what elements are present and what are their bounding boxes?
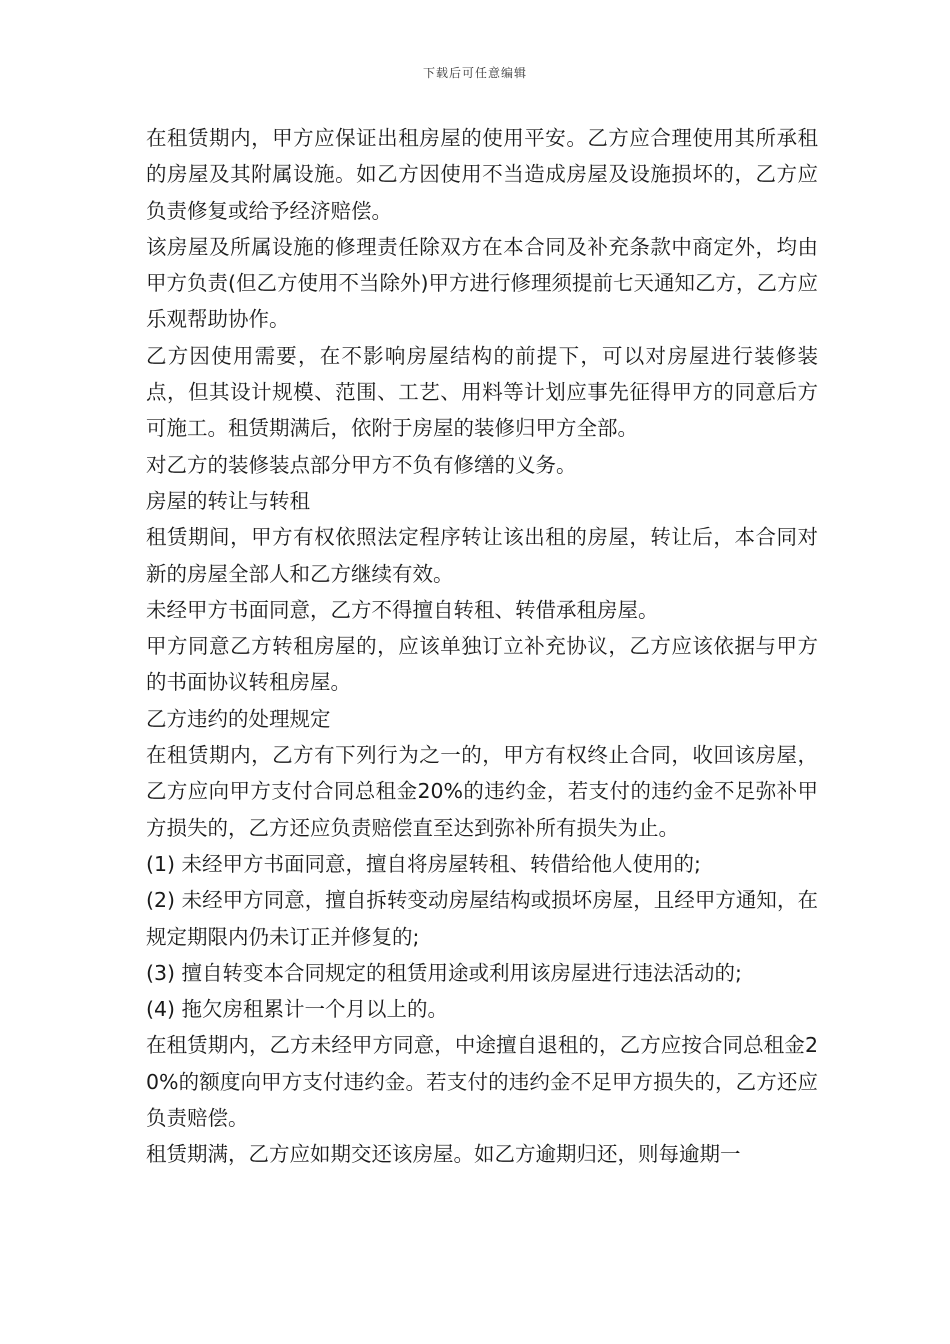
paragraph-6: 租赁期间，甲方有权依照法定程序转让该出租的房屋，转让后，本合同对新的房屋全部人和乙方继续有效。 xyxy=(146,525,818,586)
paragraph-7: 未经甲方书面同意，乙方不得擅自转租、转借承租房屋。 xyxy=(146,597,659,622)
list-item-3: (3) 擅自转变本合同规定的租赁用途或利用该房屋进行违法活动的; xyxy=(146,960,742,985)
list-item-4: (4) 拖欠房租累计一个月以上的。 xyxy=(146,997,449,1022)
paragraph-1: 在租赁期内，甲方应保证出租房屋的使用平安。乙方应合理使用其所承租的房屋及其附属设施。如乙方因使用不当造成房屋及设施损坏的，乙方应负责修复或给予经济赔偿。 xyxy=(146,126,818,223)
paragraph-8: 甲方同意乙方转租房屋的，应该单独订立补充协议，乙方应该依据与甲方的书面协议转租房屋。 xyxy=(146,634,818,695)
paragraph-3: 乙方因使用需要，在不影响房屋结构的前提下，可以对房屋进行装修装点，但其设计规模、范围、工艺、用料等计划应事先征得甲方的同意后方可施工。租赁期满后，依附于房屋的装修归甲方全部。 xyxy=(146,343,818,441)
paragraph-15: 在租赁期内，乙方未经甲方同意，中途擅自退租的，乙方应按合同总租金20%的额度向甲方支付违约金。若支付的违约金不足甲方损失的，乙方还应负责赔偿。 xyxy=(146,1033,818,1131)
list-item-1: (1) 未经甲方书面同意，擅自将房屋转租、转借给他人使用的; xyxy=(146,851,701,876)
paragraph-16: 租赁期满，乙方应如期交还该房屋。如乙方逾期归还，则每逾期一 xyxy=(146,1142,741,1167)
list-item-2: (2) 未经甲方同意，擅自拆转变动房屋结构或损坏房屋，且经甲方通知，在规定期限内仍未订正并修复的; xyxy=(146,888,818,949)
section-heading-breach: 乙方违约的处理规定 xyxy=(146,706,331,731)
paragraph-10: 在租赁期内，乙方有下列行为之一的，甲方有权终止合同，收回该房屋，乙方应向甲方支付合同总租金20%的违约金，若支付的违约金不足弥补甲方损失的，乙方还应负责赔偿直至达到弥补所有损失为止。 xyxy=(146,743,818,840)
document-body xyxy=(146,120,818,1173)
paragraph-2: 该房屋及所属设施的修理责任除双方在本合同及补充条款中商定外，均由甲方负责(但乙方使用不当除外)甲方进行修理须提前七天通知乙方，乙方应乐观帮助协作。 xyxy=(146,234,818,332)
section-heading-transfer: 房屋的转让与转租 xyxy=(146,488,310,513)
page-header: 下载后可任意编辑 xyxy=(422,66,527,80)
paragraph-4: 对乙方的装修装点部分甲方不负有修缮的义务。 xyxy=(146,452,577,477)
